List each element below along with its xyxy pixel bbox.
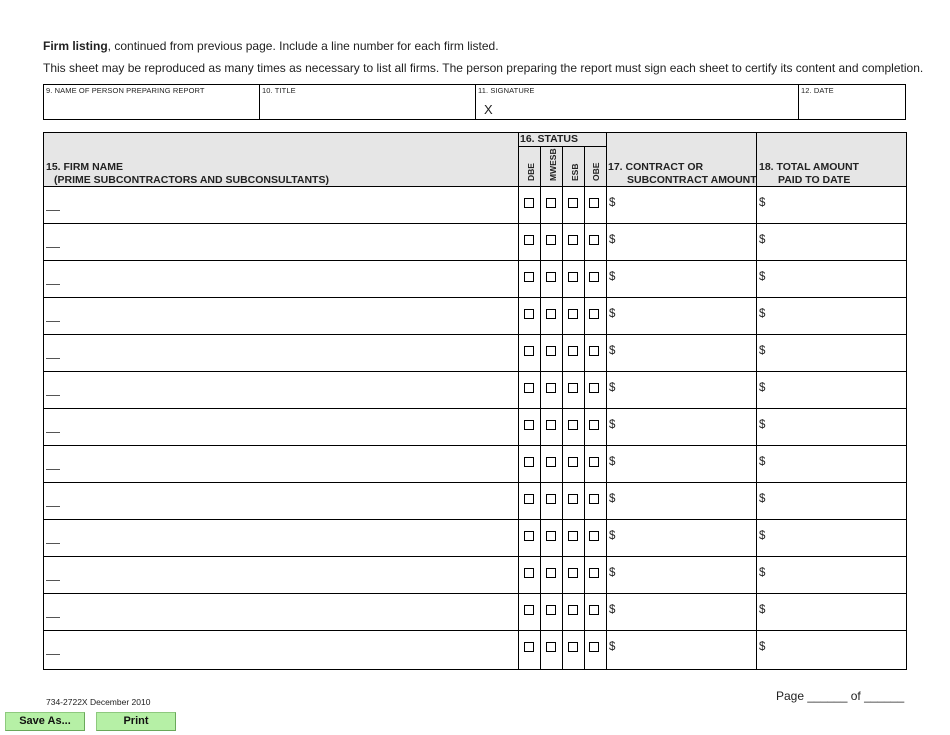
firm-name-cell[interactable]	[64, 335, 514, 371]
status-esb-checkbox[interactable]	[568, 420, 578, 430]
status-dbe-checkbox[interactable]	[524, 605, 534, 615]
status-esb-checkbox[interactable]	[568, 272, 578, 282]
col-divider	[540, 146, 541, 669]
col-contract-header	[608, 161, 757, 187]
col-contract-line1: 17. CONTRACT OR	[608, 161, 704, 173]
status-obe-checkbox[interactable]	[589, 420, 599, 430]
status-obe-checkbox[interactable]	[589, 309, 599, 319]
table-row	[44, 631, 906, 668]
date-field-label: 12. DATE	[801, 86, 834, 95]
name-field[interactable]	[44, 85, 260, 119]
status-mwesb-checkbox[interactable]	[546, 494, 556, 504]
status-obe-checkbox[interactable]	[589, 531, 599, 541]
total-paid-dollar: $	[759, 419, 766, 431]
status-mwesb-checkbox[interactable]	[546, 309, 556, 319]
signature-field-label: 11. SIGNATURE	[478, 86, 535, 95]
line-number-blank[interactable]	[46, 210, 60, 211]
table-row	[44, 594, 906, 631]
line-number-blank[interactable]	[46, 321, 60, 322]
firm-name-cell[interactable]	[64, 557, 514, 593]
total-paid-dollar: $	[759, 567, 766, 579]
status-dbe-checkbox[interactable]	[524, 568, 534, 578]
print-button[interactable]: Print	[96, 712, 176, 731]
intro-line-2: This sheet may be reproduced as many times as necessary to list all firms. The person preparing the report must sign each sheet to certify its content and completion.	[43, 61, 924, 75]
name-input[interactable]	[44, 96, 259, 118]
status-mwesb-checkbox[interactable]	[546, 642, 556, 652]
contract-amount-cell[interactable]	[617, 335, 755, 371]
table-row	[44, 446, 906, 483]
total-paid-cell[interactable]	[767, 520, 905, 556]
total-paid-cell[interactable]	[767, 224, 905, 260]
status-mwesb-checkbox[interactable]	[546, 457, 556, 467]
total-paid-cell[interactable]	[767, 298, 905, 334]
total-paid-dollar: $	[759, 197, 766, 209]
contract-amount-dollar: $	[609, 271, 616, 283]
contract-amount-dollar: $	[609, 567, 616, 579]
line-number-blank[interactable]	[46, 580, 60, 581]
contract-amount-cell[interactable]	[617, 298, 755, 334]
status-esb-checkbox[interactable]	[568, 642, 578, 652]
line-number-blank[interactable]	[46, 395, 60, 396]
status-obe-checkbox[interactable]	[589, 568, 599, 578]
status-mwesb-checkbox[interactable]	[546, 531, 556, 541]
firm-name-cell[interactable]	[64, 631, 514, 667]
total-paid-cell[interactable]	[767, 446, 905, 482]
firm-name-cell[interactable]	[64, 224, 514, 260]
firm-name-cell[interactable]	[64, 261, 514, 297]
status-dbe-checkbox[interactable]	[524, 383, 534, 393]
contract-amount-dollar: $	[609, 493, 616, 505]
status-dbe-checkbox[interactable]	[524, 494, 534, 504]
status-obe-checkbox[interactable]	[589, 494, 599, 504]
report-header-fields	[43, 84, 906, 120]
date-input[interactable]	[799, 96, 905, 118]
status-mwesb-checkbox[interactable]	[546, 272, 556, 282]
status-dbe-checkbox[interactable]	[524, 309, 534, 319]
table-row	[44, 483, 906, 520]
line-number-blank[interactable]	[46, 469, 60, 470]
status-esb-checkbox[interactable]	[568, 568, 578, 578]
total-paid-dollar: $	[759, 382, 766, 394]
contract-amount-dollar: $	[609, 419, 616, 431]
col-divider	[756, 133, 757, 669]
status-mwesb-checkbox[interactable]	[546, 198, 556, 208]
firm-name-cell[interactable]	[64, 483, 514, 519]
title-field[interactable]	[260, 85, 476, 119]
total-paid-dollar: $	[759, 604, 766, 616]
status-dbe-checkbox[interactable]	[524, 235, 534, 245]
contract-amount-cell[interactable]	[617, 372, 755, 408]
contract-amount-dollar: $	[609, 197, 616, 209]
contract-amount-dollar: $	[609, 345, 616, 357]
status-obe-checkbox[interactable]	[589, 235, 599, 245]
firm-name-cell[interactable]	[64, 520, 514, 556]
col-divider	[518, 133, 519, 669]
total-paid-cell[interactable]	[767, 372, 905, 408]
status-esb-checkbox[interactable]	[568, 605, 578, 615]
table-row	[44, 224, 906, 261]
col-contract-line2: SUBCONTRACT AMOUNT	[627, 174, 757, 186]
contract-amount-cell[interactable]	[617, 261, 755, 297]
line-number-blank[interactable]	[46, 247, 60, 248]
line-number-blank[interactable]	[46, 543, 60, 544]
table-row	[44, 187, 906, 224]
status-mwesb-checkbox[interactable]	[546, 420, 556, 430]
contract-amount-cell[interactable]	[617, 446, 755, 482]
table-row	[44, 409, 906, 446]
total-paid-dollar: $	[759, 308, 766, 320]
total-paid-cell[interactable]	[767, 187, 905, 223]
line-number-blank[interactable]	[46, 617, 60, 618]
status-obe-checkbox[interactable]	[589, 346, 599, 356]
status-obe-checkbox[interactable]	[589, 605, 599, 615]
contract-amount-dollar: $	[609, 382, 616, 394]
total-paid-dollar: $	[759, 641, 766, 653]
firm-listing-table	[43, 132, 907, 670]
col-divider	[562, 146, 563, 669]
firm-name-cell[interactable]	[64, 372, 514, 408]
status-col-esb: ESB	[570, 163, 580, 181]
status-esb-checkbox[interactable]	[568, 235, 578, 245]
total-paid-dollar: $	[759, 456, 766, 468]
signature-x-mark: X	[484, 102, 493, 117]
contract-amount-cell[interactable]	[617, 483, 755, 519]
line-number-blank[interactable]	[46, 654, 60, 655]
table-header	[44, 133, 906, 187]
contract-amount-cell[interactable]	[617, 594, 755, 630]
col-firm-name-line2: (PRIME SUBCONTRACTORS AND SUBCONSULTANTS)	[54, 174, 329, 186]
intro-line-1	[43, 39, 499, 53]
status-mwesb-checkbox[interactable]	[546, 346, 556, 356]
status-esb-checkbox[interactable]	[568, 346, 578, 356]
status-esb-checkbox[interactable]	[568, 309, 578, 319]
status-obe-checkbox[interactable]	[589, 272, 599, 282]
contract-amount-dollar: $	[609, 456, 616, 468]
line-number-blank[interactable]	[46, 506, 60, 507]
status-header: 16. STATUS	[520, 133, 578, 145]
table-row	[44, 335, 906, 372]
status-mwesb-checkbox[interactable]	[546, 235, 556, 245]
status-dbe-checkbox[interactable]	[524, 531, 534, 541]
contract-amount-cell[interactable]	[617, 224, 755, 260]
firm-name-cell[interactable]	[64, 446, 514, 482]
total-paid-dollar: $	[759, 530, 766, 542]
firm-name-cell[interactable]	[64, 298, 514, 334]
contract-amount-dollar: $	[609, 308, 616, 320]
status-esb-checkbox[interactable]	[568, 457, 578, 467]
status-dbe-checkbox[interactable]	[524, 198, 534, 208]
status-dbe-checkbox[interactable]	[524, 457, 534, 467]
total-paid-cell[interactable]	[767, 483, 905, 519]
total-paid-cell[interactable]	[767, 409, 905, 445]
contract-amount-cell[interactable]	[617, 409, 755, 445]
intro-bold: Firm listing	[43, 39, 108, 53]
table-row	[44, 520, 906, 557]
status-dbe-checkbox[interactable]	[524, 272, 534, 282]
date-field[interactable]	[799, 85, 905, 119]
firm-name-cell[interactable]	[64, 409, 514, 445]
status-col-dbe: DBE	[526, 163, 536, 181]
signature-field[interactable]	[476, 85, 799, 119]
status-esb-checkbox[interactable]	[568, 494, 578, 504]
status-esb-checkbox[interactable]	[568, 531, 578, 541]
contract-amount-cell[interactable]	[617, 187, 755, 223]
total-paid-cell[interactable]	[767, 261, 905, 297]
title-input[interactable]	[260, 96, 475, 118]
table-row	[44, 298, 906, 335]
status-esb-checkbox[interactable]	[568, 383, 578, 393]
total-paid-cell[interactable]	[767, 557, 905, 593]
col-firm-name-header	[46, 161, 329, 187]
col-total-line1: 18. TOTAL AMOUNT	[759, 161, 859, 173]
total-paid-cell[interactable]	[767, 594, 905, 630]
total-paid-dollar: $	[759, 345, 766, 357]
status-mwesb-checkbox[interactable]	[546, 383, 556, 393]
status-mwesb-checkbox[interactable]	[546, 605, 556, 615]
status-esb-checkbox[interactable]	[568, 198, 578, 208]
table-row	[44, 261, 906, 298]
total-paid-cell[interactable]	[767, 631, 905, 667]
contract-amount-dollar: $	[609, 641, 616, 653]
status-obe-checkbox[interactable]	[589, 383, 599, 393]
status-col-obe: OBE	[591, 162, 601, 181]
col-firm-name-line1: 15. FIRM NAME	[46, 161, 124, 173]
status-mwesb-checkbox[interactable]	[546, 568, 556, 578]
status-obe-checkbox[interactable]	[589, 198, 599, 208]
col-divider	[584, 146, 585, 669]
intro-line-1-text: , continued from previous page. Include a line number for each firm listed.	[107, 39, 499, 53]
col-total-line2: PAID TO DATE	[778, 174, 851, 186]
status-dbe-checkbox[interactable]	[524, 420, 534, 430]
line-number-blank[interactable]	[46, 432, 60, 433]
status-dbe-checkbox[interactable]	[524, 346, 534, 356]
total-paid-dollar: $	[759, 271, 766, 283]
status-col-mwesb: MWESB	[548, 148, 558, 181]
contract-amount-dollar: $	[609, 604, 616, 616]
total-paid-cell[interactable]	[767, 335, 905, 371]
firm-name-cell[interactable]	[64, 594, 514, 630]
col-divider	[606, 133, 607, 669]
status-obe-checkbox[interactable]	[589, 457, 599, 467]
status-dbe-checkbox[interactable]	[524, 642, 534, 652]
status-obe-checkbox[interactable]	[589, 642, 599, 652]
table-row	[44, 372, 906, 409]
total-paid-dollar: $	[759, 234, 766, 246]
total-paid-dollar: $	[759, 493, 766, 505]
form-number: 734-2722X December 2010	[46, 697, 151, 707]
line-number-blank[interactable]	[46, 284, 60, 285]
contract-amount-dollar: $	[609, 530, 616, 542]
title-field-label: 10. TITLE	[262, 86, 296, 95]
contract-amount-cell[interactable]	[617, 557, 755, 593]
contract-amount-cell[interactable]	[617, 520, 755, 556]
line-number-blank[interactable]	[46, 358, 60, 359]
col-total-header	[759, 161, 859, 187]
page-of-field[interactable]: Page ______ of ______	[776, 689, 905, 703]
firm-name-cell[interactable]	[64, 187, 514, 223]
contract-amount-dollar: $	[609, 234, 616, 246]
table-row	[44, 557, 906, 594]
name-field-label: 9. NAME OF PERSON PREPARING REPORT	[46, 86, 205, 95]
contract-amount-cell[interactable]	[617, 631, 755, 667]
save-as-button[interactable]: Save As...	[5, 712, 85, 731]
